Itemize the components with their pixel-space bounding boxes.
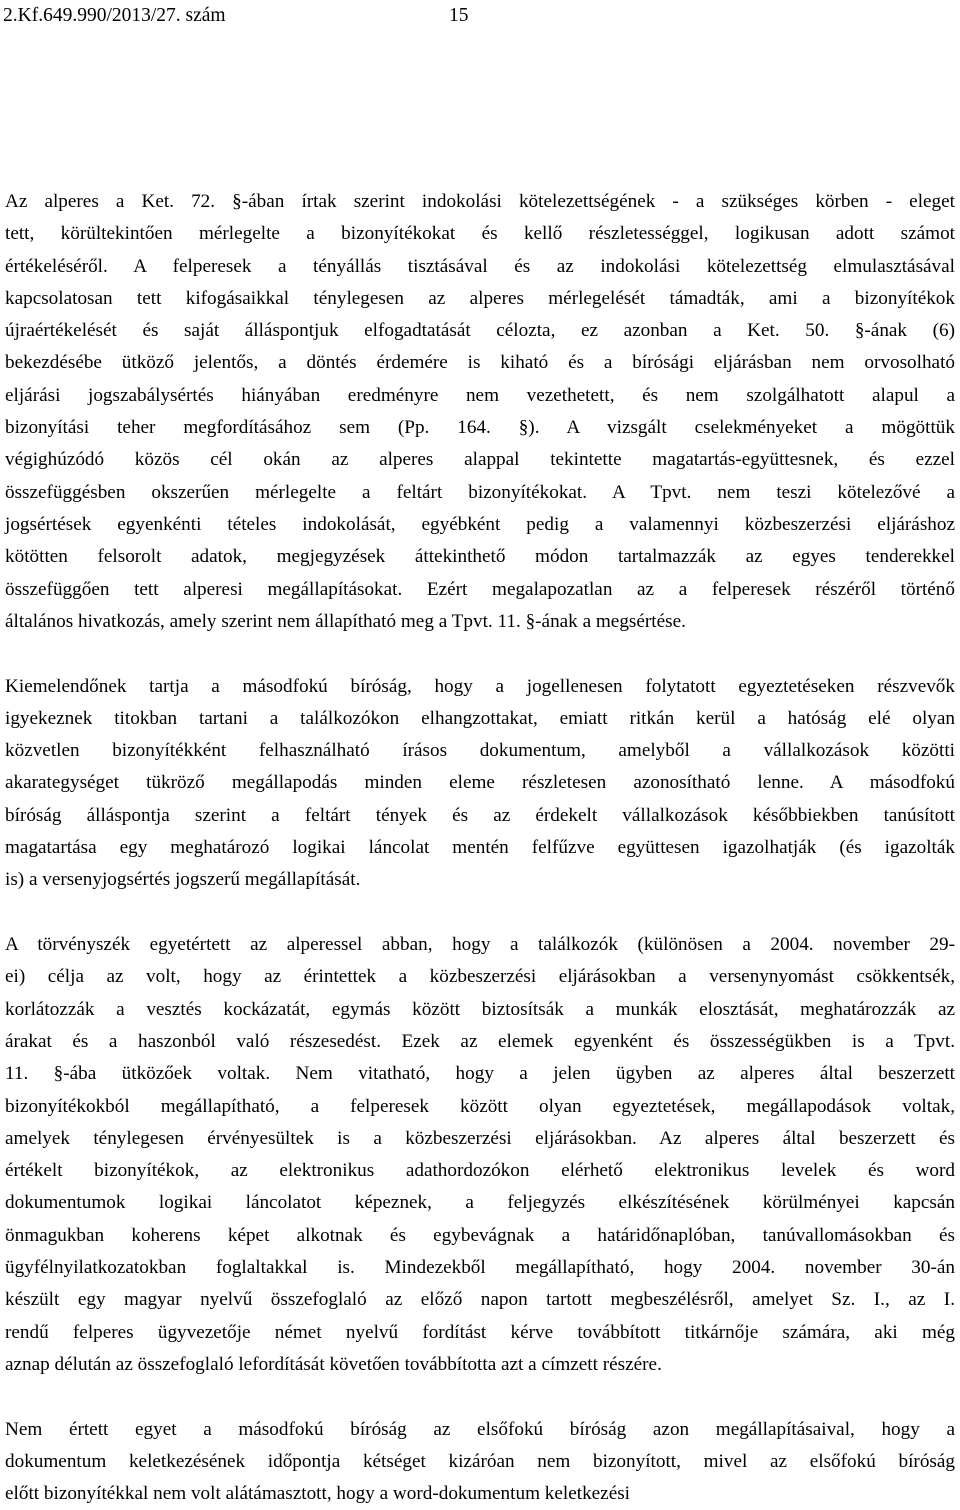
- text-line: értékelt bizonyítékok, az elektronikus adathordozókon elérhető elektronikus levelek és word: [5, 1160, 955, 1182]
- text-line: kötötten felsorolt adatok, megjegyzések áttekinthető módon tartalmazzák az egyes tenderekkel: [5, 546, 955, 568]
- text-line: tett, körültekintően mérlegelte a bizonyítékokat és kellő részletességgel, logikusan adott számot: [5, 223, 955, 245]
- text-line: készült egy magyar nyelvű összefoglaló az előző napon tartott megbeszélésről, amelyet Sz. I., az I.: [5, 1289, 955, 1311]
- text-line: árakat és a haszonból való részesedést. Ezek az elemek egyenként és összességükben is a Tpvt.: [5, 1030, 955, 1052]
- text-line: Kiemelendőnek tartja a másodfokú bíróság, hogy a jogellenesen folytatott egyeztetéseken részvevők: [5, 675, 955, 697]
- text-line: korlátozzák a vesztés kockázatát, egymás között biztosítsák a munkák elosztását, meghatározzák az: [5, 998, 955, 1020]
- text-line: ei) célja az volt, hogy az érintettek a közbeszerzési eljárásokban a versenynyomást csökkentsék,: [5, 966, 955, 988]
- paragraph: [5, 929, 955, 1381]
- page-number: 15: [449, 5, 469, 26]
- text-line: Nem értett egyet a másodfokú bíróság az elsőfokú bíróság azon megállapításaival, hogy a: [5, 1418, 955, 1440]
- text-line: akarategységet tükröző megállapodás minden eleme részletesen azonosítható lenne. A másodfokú: [5, 772, 955, 794]
- text-line: 11. §-ába ütközőek voltak. Nem vitatható, hogy a jelen ügyben az alperes által beszerzett: [5, 1063, 955, 1085]
- text-line: újraértékelését és saját álláspontjuk elfogadtatását célozta, ez azonban a Ket. 50. §-ának (6): [5, 320, 955, 342]
- text-line: bizonyítékokból megállapítható, a felperesek között olyan egyeztetések, megállapodások voltak,: [5, 1095, 955, 1117]
- text-line: igyekeznek titokban tartani a találkozókon elhangzottakat, emiatt ritkán kerül a hatóság elé olyan: [5, 707, 955, 729]
- text-line: előtt bizonyítékkal nem volt alátámasztott, hogy a word-dokumentum keletkezési: [5, 1483, 631, 1505]
- document-body: [5, 186, 955, 1510]
- text-line: közvetlen bizonyítékként felhasználható írásos dokumentum, amelyből a vállalkozások közötti: [5, 740, 955, 762]
- text-line: aznap délután az összefoglaló lefordítását követően továbbította azt a címzett részére.: [5, 1353, 662, 1375]
- text-line: magatartása egy meghatározó logikai láncolat mentén felfűzve együttesen igazolhatják (és igazolták: [5, 837, 955, 859]
- text-line: kapcsolatosan tett kifogásaikkal ténylegesen az alperes mérlegelését támadták, ami a bizonyítékok: [5, 287, 955, 309]
- text-line: bíróság álláspontja szerint a feltárt tények és az érdekelt vállalkozások későbbiekben tanúsított: [5, 804, 955, 826]
- text-line: önmagukban koherens képet alkotnak és egybevágnak a határidőnaplóban, tanúvallomásokban és: [5, 1224, 955, 1246]
- text-line: összefüggésben okszerűen mérlegelte a feltárt bizonyítékokat. A Tpvt. nem teszi kötelezővé a: [5, 481, 955, 503]
- text-line: Az alperes a Ket. 72. §-ában írtak szerint indokolási kötelezettségének - a szükséges körben - eleget: [5, 191, 955, 212]
- text-line: rendű felperes ügyvezetője német nyelvű fordítást kérve továbbított titkárnője számára, aki még: [5, 1321, 955, 1343]
- text-line: jogsértések egyenkénti tételes indokolását, egyébként pedig a valamennyi közbeszerzési eljáráshoz: [5, 513, 955, 535]
- paragraph: [5, 671, 955, 897]
- text-line: értékeléséről. A felperesek a tényállás tisztásával és az indokolási kötelezettség elmulasztásával: [5, 255, 955, 277]
- paragraph: [5, 1414, 955, 1510]
- text-line: bekezdésébe ütköző jelentős, a döntés érdemére is kiható és a bírósági eljárásban nem orvosolható: [5, 352, 955, 374]
- text-line: dokumentumok logikai láncolatot képeznek, a feljegyzés elkészítésének körülményei kapcsán: [5, 1192, 955, 1214]
- text-line: eljárási jogszabálysértés hiányában eredményre nem vezethetett, és nem szolgálhatott alapul a: [5, 384, 955, 406]
- text-line: amelyek ténylegesen érvényesültek is a közbeszerzési eljárásokban. Az alperes által beszerzett és: [5, 1127, 955, 1149]
- text-line: végighúzódó közös cél okán az alperes alappal tekintette magatartás-együttesnek, és ezzel: [5, 449, 955, 471]
- case-reference: 2.Kf.649.990/2013/27. szám: [3, 5, 226, 26]
- text-line: általános hivatkozás, amely szerint nem állapítható meg a Tpvt. 11. §-ának a megsértése.: [5, 610, 686, 632]
- paragraph: [5, 186, 955, 638]
- text-line: összefüggően tett alperesi megállapításokat. Ezért megalapozatlan az a felperesek részéről történő: [5, 578, 955, 600]
- text-line: is) a versenyjogsértés jogszerű megállapítását.: [5, 869, 361, 891]
- page-header: [3, 0, 953, 32]
- text-line: dokumentum keletkezésének időpontja kétséget kizáróan nem bizonyított, mivel az elsőfokú bíróság: [5, 1450, 955, 1472]
- text-line: bizonyítási teher megfordításához sem (Pp. 164. §). A vizsgált cselekményeket a mögöttük: [5, 417, 955, 439]
- text-line: A törvényszék egyetértett az alperessel abban, hogy a találkozók (különösen a 2004. november 29-: [5, 934, 955, 956]
- text-line: ügyfélnyilatkozatokban foglaltakkal is. Mindezekből megállapítható, hogy 2004. november 30-án: [5, 1256, 955, 1278]
